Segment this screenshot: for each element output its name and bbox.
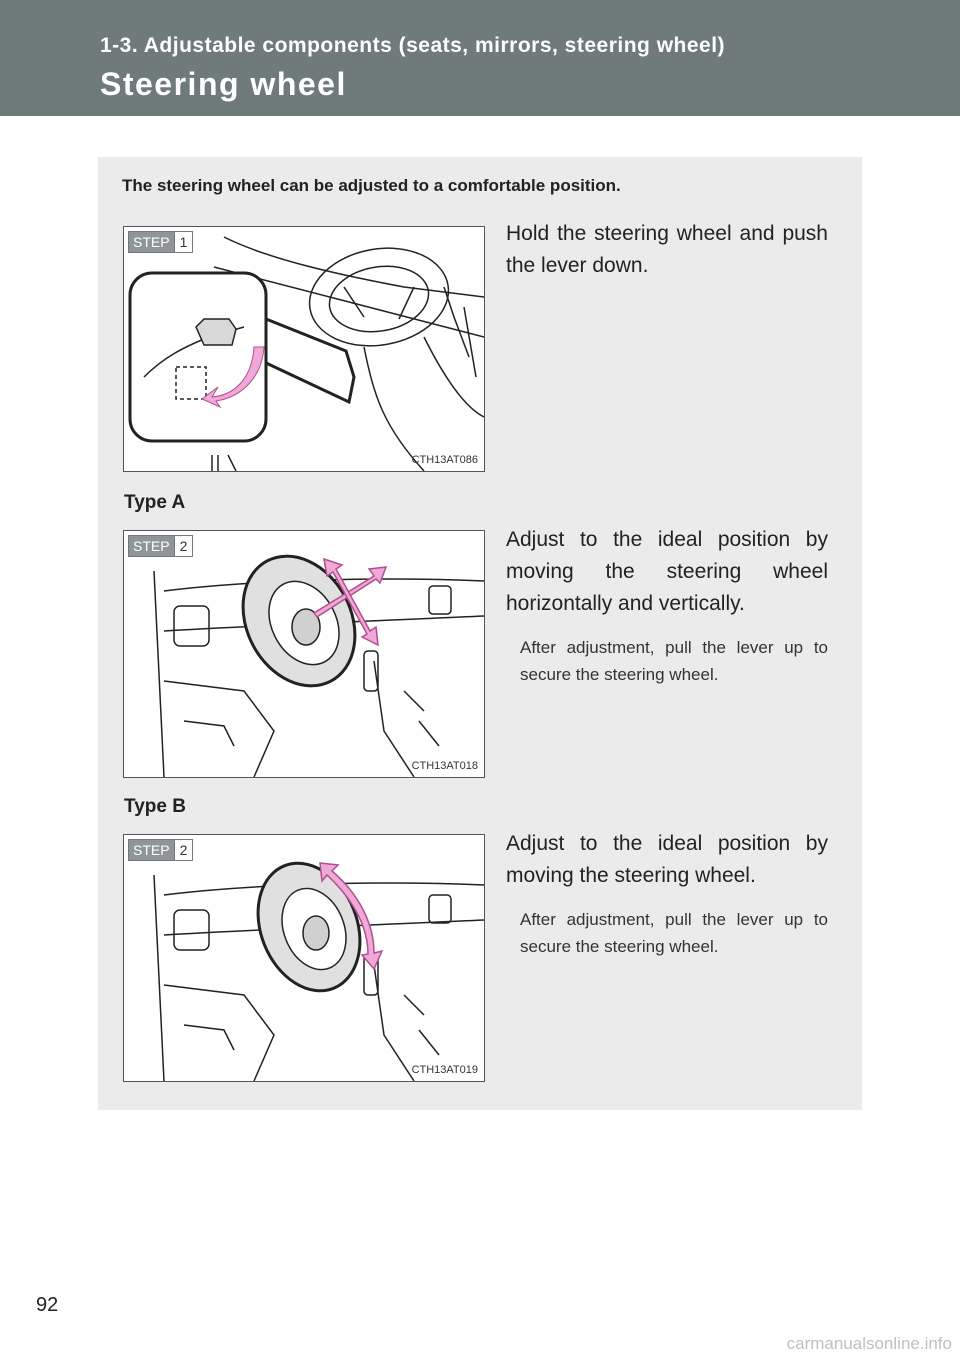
type-a-label: Type A <box>124 492 186 513</box>
steering-wheel <box>240 848 378 1006</box>
instruction-type-a: Adjust to the ideal position by moving the steering wheel horizontally and vertically. <box>506 528 828 615</box>
intro-text: The steering wheel can be adjusted to a comfortable position. <box>122 176 621 195</box>
step-badge-label: STEP <box>129 232 174 252</box>
step-badge <box>128 535 193 557</box>
step-badge-number: 2 <box>174 536 193 556</box>
section-title: 1-3. Adjustable components (seats, mirrors, steering wheel) <box>100 34 726 57</box>
figure-id: CTH13AT086 <box>411 454 478 466</box>
page-number: 92 <box>36 1294 59 1316</box>
lever-illustration <box>124 227 484 471</box>
figure-type-b <box>123 834 485 1082</box>
step-badge-label: STEP <box>129 536 174 556</box>
type-b-label: Type B <box>124 796 186 817</box>
page-title: Steering wheel <box>100 66 347 102</box>
figure-id: CTH13AT019 <box>411 1064 478 1076</box>
figure-type-a <box>123 530 485 778</box>
magnified-inset <box>130 273 354 441</box>
step-badge <box>128 231 193 253</box>
instruction-type-b: Adjust to the ideal position by moving the steering wheel. <box>506 832 828 887</box>
step-badge-number: 1 <box>174 232 193 252</box>
wheel-tilt-illustration <box>124 835 484 1081</box>
figure-step-1 <box>123 226 485 472</box>
step-badge-label: STEP <box>129 840 174 860</box>
steering-wheel <box>221 537 377 706</box>
step-badge-number: 2 <box>174 840 193 860</box>
figure-id: CTH13AT018 <box>411 760 478 772</box>
step-badge <box>128 839 193 861</box>
note-type-a: After adjustment, pull the lever up to secure the steering wheel. <box>520 638 828 684</box>
note-type-b: After adjustment, pull the lever up to secure the steering wheel. <box>520 910 828 956</box>
instruction-step-1: Hold the steering wheel and push the lever down. <box>506 222 828 277</box>
watermark: carmanualsonline.info <box>786 1334 952 1353</box>
wheel-tilt-telescopic-illustration <box>124 531 484 777</box>
header-bar <box>0 0 960 116</box>
